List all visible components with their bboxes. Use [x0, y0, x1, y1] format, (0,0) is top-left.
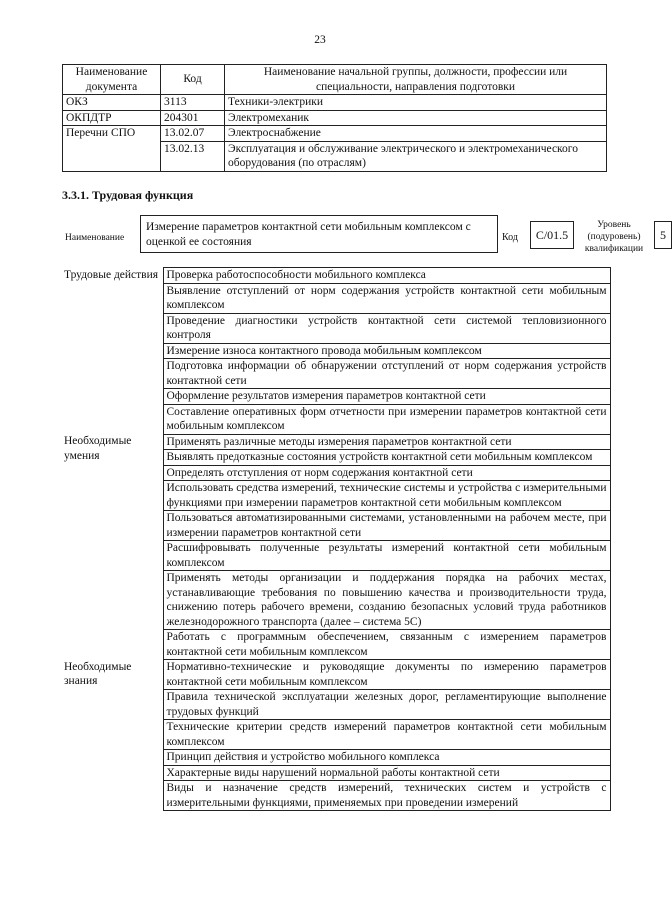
page-number: 23 [314, 34, 326, 46]
required-skills-item: Пользоваться автоматизированными системами, установленными на рабочем месте, при измерении параметров контактной сети [163, 511, 610, 541]
required-skills-item: Выявлять предотказные состояния устройств контактной сети мобильным комплексом [163, 450, 610, 466]
labor-actions-item: Составление оперативных форм отчетности при измерении параметров контактной сети мобильным комплексом [163, 404, 610, 434]
qualification-level: 5 [654, 221, 672, 249]
required-knowledge-label: Необходимые знания [62, 660, 163, 811]
required-knowledge-item: Технические критерии средств измерений параметров контактной сети мобильным комплексом [163, 720, 610, 750]
labor-function-table-body [62, 268, 610, 811]
codes-table [62, 64, 607, 172]
table-row [62, 660, 610, 690]
labor-actions-item: Подготовка информации об обнаружении отступлений от норм содержания устройств контактной сети [163, 359, 610, 389]
cell-code: 204301 [161, 110, 225, 126]
required-skills-item: Определять отступления от норм содержания контактной сети [163, 465, 610, 481]
required-skills-item: Использовать средства измерений, технические системы и устройства с измерительными функциями при измерении параметров контактной сети мобильным комплексом [163, 481, 610, 511]
cell-name: Электроснабжение [225, 126, 607, 142]
cell-name: Техники-электрики [225, 95, 607, 111]
level-label: Уровень (подуровень) квалификации [584, 220, 644, 254]
name-label: Наименование [65, 233, 125, 243]
labor-function-name: Измерение параметров контактной сети мобильным комплексом с оценкой ее состояния [140, 215, 498, 253]
labor-function-table [62, 267, 611, 811]
labor-actions-label: Трудовые действия [62, 268, 163, 435]
required-knowledge-item: Характерные виды нарушений нормальной работы контактной сети [163, 765, 610, 781]
header-name: Наименование начальной группы, должности, профессии или специальности, направления подготовки [225, 65, 607, 95]
required-skills-item: Работать с программным обеспечением, связанным с измерением параметров контактной сети мобильным комплексом [163, 630, 610, 660]
cell-doc: Перечни СПО [63, 126, 161, 172]
labor-actions-item: Оформление результатов измерения параметров контактной сети [163, 389, 610, 405]
table-row [62, 434, 610, 450]
required-knowledge-item: Нормативно-технические и руководящие документы по измерению параметров контактной сети мобильным комплексом [163, 660, 610, 690]
cell-code: 3113 [161, 95, 225, 111]
header-code: Код [161, 65, 225, 95]
header-doc: Наименование документа [63, 65, 161, 95]
labor-function-code: C/01.5 [530, 221, 574, 249]
required-skills-label: Необходимые умения [62, 434, 163, 660]
required-knowledge-item: Виды и назначение средств измерений, технических систем и устройств с измерительными функциями, применяемых при проведении измерений [163, 781, 610, 811]
code-label: Код [502, 232, 518, 243]
table-row [62, 268, 610, 284]
labor-actions-item: Измерение износа контактного провода мобильным комплексом [163, 343, 610, 359]
cell-doc: ОКПДТР [63, 110, 161, 126]
table-row [63, 95, 607, 111]
labor-function-header [62, 213, 666, 257]
cell-doc: ОКЗ [63, 95, 161, 111]
cell-name: Электромеханик [225, 110, 607, 126]
required-skills-item: Расшифровывать полученные результаты измерений контактной сети мобильным комплексом [163, 541, 610, 571]
cell-code: 13.02.07 [161, 126, 225, 142]
labor-actions-item: Выявление отступлений от норм содержания устройств контактной сети мобильным комплексом [163, 283, 610, 313]
cell-code: 13.02.13 [161, 141, 225, 171]
cell-name: Эксплуатация и обслуживание электрического и электромеханического оборудования (по отраслям) [225, 141, 607, 171]
codes-table-header [63, 65, 607, 95]
section-title: 3.3.1. Трудовая функция [62, 188, 194, 202]
table-row [63, 126, 607, 142]
required-skills-item: Применять методы организации и поддержания порядка на рабочих местах, устанавливающие требования по повышению качества и производительности труда, снижению потерь рабочего времени, созданию безопасных условий труда работников железнодорожного транспорта (далее – система 5С) [163, 571, 610, 630]
table-row [63, 110, 607, 126]
required-knowledge-item: Принцип действия и устройство мобильного комплекса [163, 750, 610, 766]
labor-actions-item: Проведение диагностики устройств контактной сети системой тепловизионного контроля [163, 313, 610, 343]
required-skills-item: Применять различные методы измерения параметров контактной сети [163, 434, 610, 450]
required-knowledge-item: Правила технической эксплуатации железных дорог, регламентирующие выполнение трудовых функций [163, 690, 610, 720]
labor-actions-item: Проверка работоспособности мобильного комплекса [163, 268, 610, 284]
